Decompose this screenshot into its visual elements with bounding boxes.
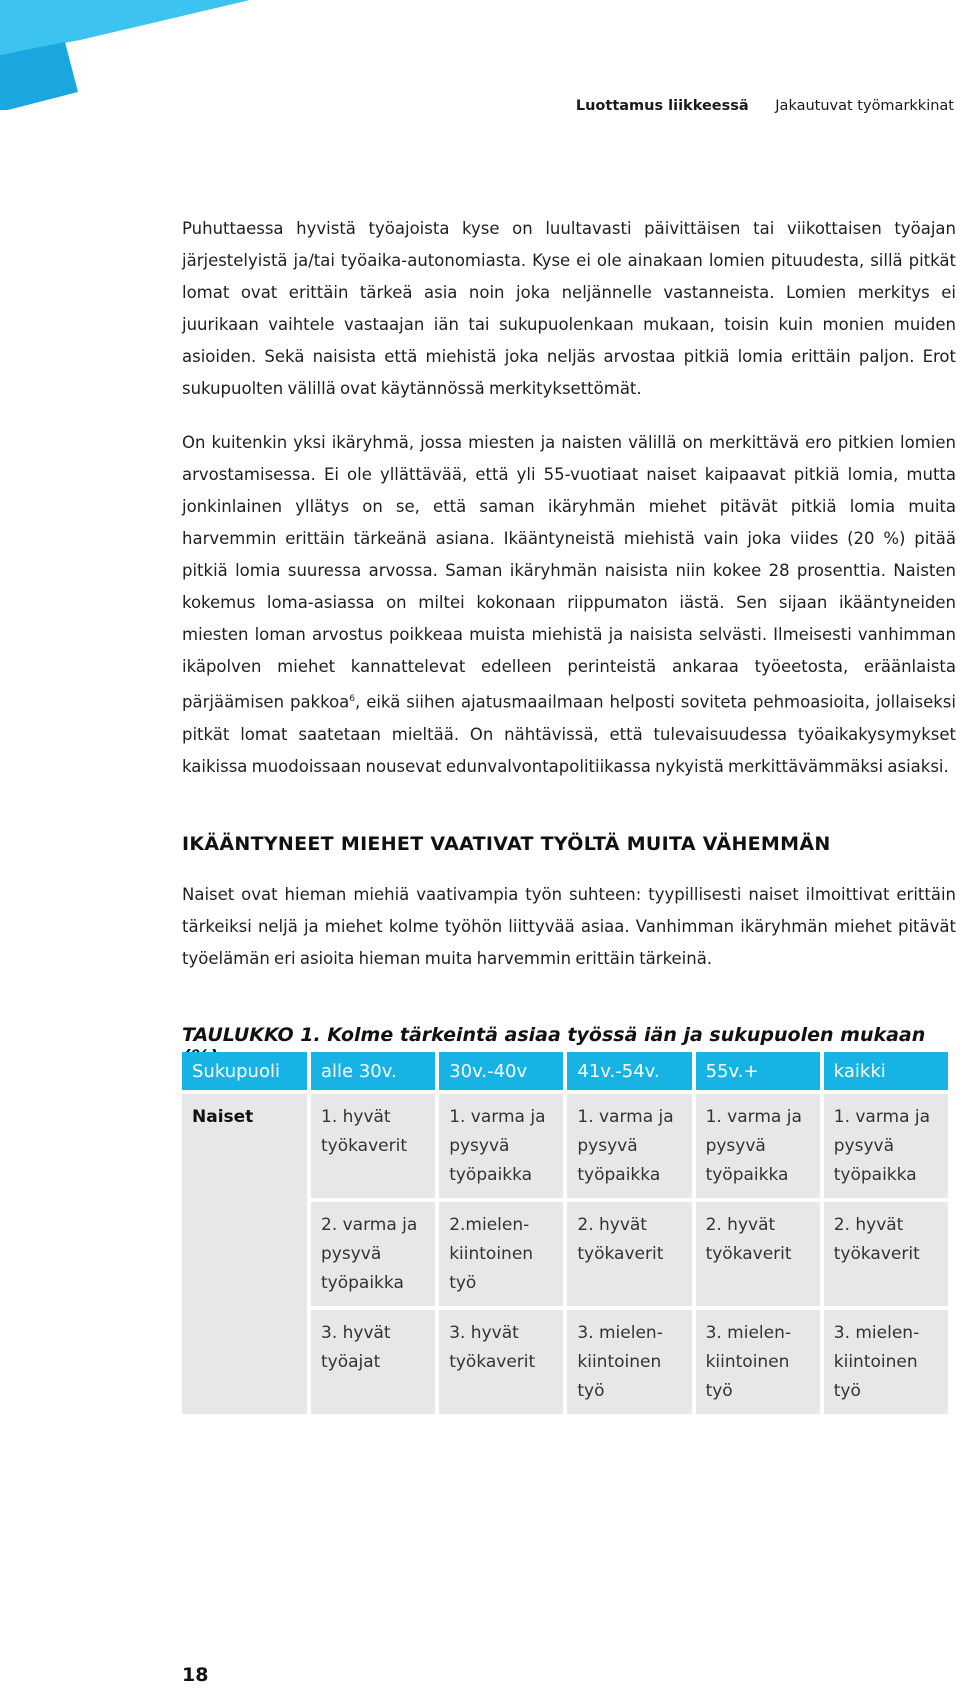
section-heading: IKÄÄNTYNEET MIEHET VAATIVAT TYÖLTÄ MUITA VÄHEMMÄN (182, 833, 831, 855)
table-cell: 2. hyvät työkaverit (567, 1202, 691, 1306)
table-cell: 3. hyvät työkaverit (439, 1310, 563, 1414)
table-cell: 3. mielen-kiintoinen työ (824, 1310, 948, 1414)
table-cell: 3. hyvät työajat (311, 1310, 435, 1414)
data-table (178, 1048, 952, 1418)
table-cell: 3. mielen-kiintoinen työ (696, 1310, 820, 1414)
col-header-all: kaikki (824, 1052, 948, 1090)
col-header-30-40: 30v.-40v (439, 1052, 563, 1090)
table-header-row (182, 1052, 948, 1090)
table-caption: TAULUKKO 1. Kolme tärkeintä asiaa työssä iän ja sukupuolen mukaan (182, 1024, 926, 1046)
paragraph-2-part-b: , eikä siihen ajatusmaailmaan helposti soviteta pehmoasioita, jollaiseksi pitkät lomat saatetaan mieltää. On nähtävissä, että tulevaisuudessa työaikakysymykset kaikissa muodoissaan nousevat edunvalvontapolitiikassa nykyistä merkittävämmäksi asiaksi. (182, 692, 956, 776)
table-cell: 1. varma ja pysyvä työpaikka (567, 1094, 691, 1198)
col-header-under-30: alle 30v. (311, 1052, 435, 1090)
table-cell: 2. hyvät työkaverit (696, 1202, 820, 1306)
col-header-55-plus: 55v.+ (696, 1052, 820, 1090)
paragraph-2 (182, 427, 956, 783)
col-header-gender: Sukupuoli (182, 1052, 307, 1090)
header-section: Luottamus liikkeessä (575, 98, 749, 114)
corner-decoration (0, 0, 260, 110)
paragraph-2-part-a: On kuitenkin yksi ikäryhmä, jossa miesten ja naisten välillä on merkittävä ero pitkien lomien arvostamisessa. Ei ole yllättävää, että yli 55-vuotiaat naiset kaipaavat pitkiä lomia, mutta jonkinlainen yllätys on se, että saman ikäryhmän miehet pitävät pitkiä lomia muita harvemmin erittäin tärkeänä asiana. Ikääntyneistä miehistä vain joka viides (20 %) pitää pitkiä lomia suuressa arvossa. Saman ikäryhmän naisista niin kokee 28 prosenttia. Naisten kokemus loma-asiassa on miltei kokonaan riippumaton iästä. Sen sijaan ikääntyneiden miesten loman arvostus poikkeaa muista miehistä ja naisista selvästi. Ilmeisesti vanhimman ikäpolven miehet kannattelevat edelleen perinteistä ankaraa työeetosta, eräänlaista pärjäämisen pakkoa (182, 433, 956, 712)
col-header-41-54: 41v.-54v. (567, 1052, 691, 1090)
table-cell: 1. varma ja pysyvä työpaikka (824, 1094, 948, 1198)
running-header (576, 98, 954, 114)
table-row (182, 1094, 948, 1198)
table-cell: 1. hyvät työkaverit (311, 1094, 435, 1198)
page-number: 18 (182, 1664, 209, 1686)
table-cell: 1. varma ja pysyvä työpaikka (696, 1094, 820, 1198)
paragraph-1: Puhuttaessa hyvistä työajoista kyse on luultavasti päivittäisen tai viikottaisen työajan järjestelyistä ja/tai työaika-autonomiasta. Kyse ei ole ainakaan lomien pituudesta, sillä pitkät lomat ovat erittäin tärkeä asia noin joka neljännelle vastanneista. Lomien merkitys ei juurikaan vaihtele vastaajan iän tai sukupuolenkaan mukaan, toisin kuin monien muiden asioiden. Sekä naisista että miehistä joka neljäs arvostaa pitkiä lomia erittäin paljon. Erot sukupuolten välillä ovat käytännössä merkityksettömät. (182, 219, 956, 398)
header-chapter: Jakautuvat työmarkkinat (775, 98, 954, 114)
table-cell: 2. hyvät työkaverit (824, 1202, 948, 1306)
paragraph-3: Naiset ovat hieman miehiä vaativampia työn suhteen: tyypillisesti naiset ilmoittivat erittäin tärkeiksi neljä ja miehet kolme työhön liittyvää asiaa. Vanhimman ikäryhmän miehet pitävät työelämän eri asioita hieman muita harvemmin erittäin tärkeinä. (182, 885, 956, 968)
table-cell: 1. varma ja pysyvä työpaikka (439, 1094, 563, 1198)
footnote-ref[interactable]: 6 (349, 694, 356, 704)
table-cell: 3. mielen-kiintoinen työ (567, 1310, 691, 1414)
row-header-naiset: Naiset (182, 1094, 307, 1414)
table-cell: 2.mielen-kiintoinen työ (439, 1202, 563, 1306)
table-cell: 2. varma ja pysyvä työpaikka (311, 1202, 435, 1306)
